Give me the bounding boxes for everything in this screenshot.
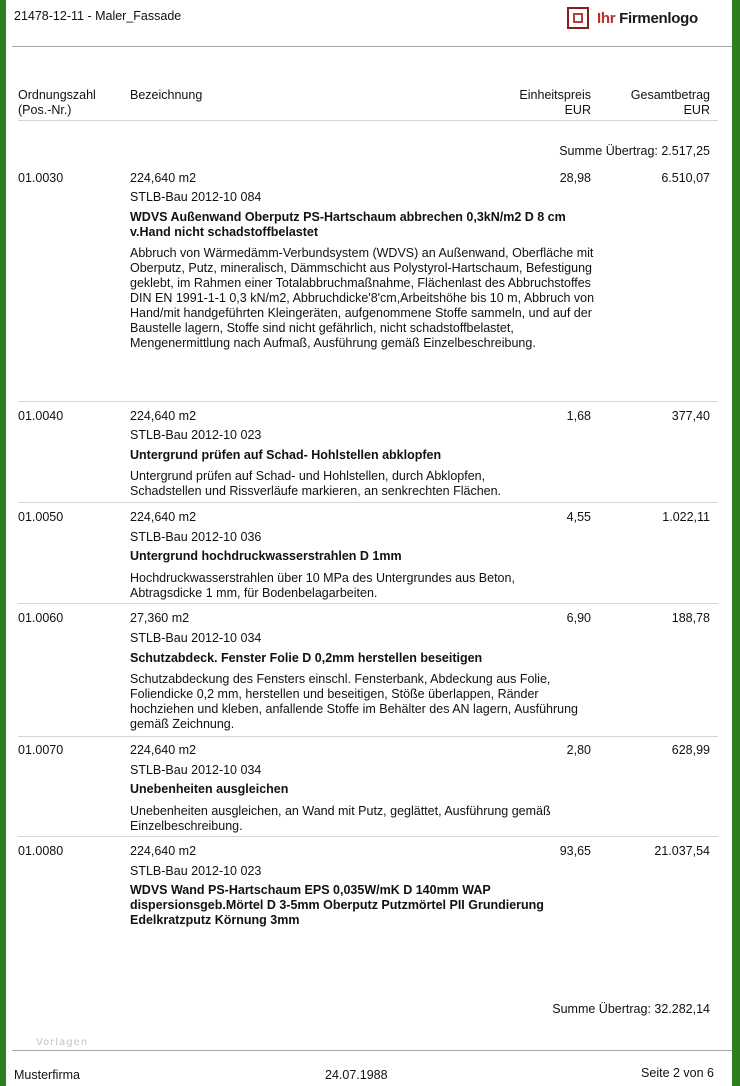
document-page [6,0,732,1086]
item-qty: 224,640 m2 [130,409,197,423]
item-title: Untergrund hochdruckwasserstrahlen D 1mm [130,549,402,563]
col-header-total: Gesamtbetrag EUR [630,88,710,117]
item-pos: 01.0060 [18,611,64,625]
item-text: Unebenheiten ausgleichen, an Wand mit Putz, geglättet, Ausführung gemäß Einzelbeschreibung. [130,804,551,833]
item-code: STLB-Bau 2012-10 023 [130,428,262,442]
item-divider [18,603,718,604]
col-header-pos: Ordnungszahl (Pos.-Nr.) [18,88,96,117]
item-title: WDVS Außenwand Oberputz PS-Hartschaum abbrechen 0,3kN/m2 D 8 cm v.Hand nicht schadstoffbelastet [130,210,566,239]
item-divider [18,401,718,402]
item-text: Schutzabdeckung des Fensters einschl. Fensterbank, Abdeckung aus Folie, Foliendicke 0,2 mm, herstellen und beseitigen, Stöße überlappen, Ränder hochziehen und kleben, anfallende Stoffe im Behälter des AN lagern, Ausführung gemäß Zeichnung. [130,672,578,731]
item-total: 21.037,54 [654,844,710,858]
item-pos: 01.0070 [18,743,64,757]
item-pos: 01.0080 [18,844,64,858]
footer-date: 24.07.1988 [325,1068,388,1082]
company-logo [567,7,707,31]
item-qty: 224,640 m2 [130,743,197,757]
item-title: Untergrund prüfen auf Schad- Hohlstellen abklopfen [130,448,442,462]
footer-company: Musterfirma [14,1068,80,1082]
item-title: Schutzabdeck. Fenster Folie D 0,2mm herstellen beseitigen [130,651,483,665]
logo-square-icon [567,7,589,29]
item-unit-price: 93,65 [559,844,591,858]
item-title: WDVS Wand PS-Hartschaum EPS 0,035W/mK D 140mm WAP dispersionsgeb.Mörtel D 3-5mm Oberputz Putzmörtel PII Grundierung Edelkratzputz Körnung 3mm [130,883,544,927]
item-divider [18,502,718,503]
column-header-divider [18,120,718,121]
item-text: Hochdruckwasserstrahlen über 10 MPa des Untergrundes aus Beton, Abtragsdicke 1 mm, für Bodenbelagarbeiten. [130,571,515,600]
item-total: 188,78 [671,611,710,625]
item-title: Unebenheiten ausgleichen [130,782,289,796]
item-qty: 224,640 m2 [130,171,197,185]
item-unit-price: 6,90 [566,611,591,625]
item-text: Abbruch von Wärmedämm-Verbundsystem (WDVS) an Außenwand, Oberfläche mit Oberputz, Putz, mineralisch, Dämmschicht aus Polystyrol-Hartschaum, Befestigung geklebt, im Rahmen einer Totalabbruchmaßnahme, Flächenlast des Abbruchstoffes DIN EN 1991-1-1 0,3 kN/m2, Abbruchdicke'8'cm,Arbeitshöhe bis 10 m, Abbruch von Hand/mit handgeführten Kleingeräten, aufgenommene Stoffe sammeln, und auf der Baustelle lagern, Stoffe sind nicht gefährlich, nicht schadstoffbelastet, Mengenermittlung nach Aufmaß, Ausführung gemäß Einzelbeschreibung. [130,246,595,350]
footer-page-number: Seite 2 von 6 [641,1066,714,1080]
document-title: 21478-12-11 - Maler_Fassade [14,9,182,23]
item-total: 1.022,11 [662,510,710,524]
item-pos: 01.0050 [18,510,64,524]
item-divider [18,836,718,837]
footer-divider [12,1050,732,1051]
item-code: STLB-Bau 2012-10 036 [130,530,262,544]
item-code: STLB-Bau 2012-10 034 [130,631,262,645]
item-unit-price: 28,98 [559,171,591,185]
item-pos: 01.0040 [18,409,64,423]
item-total: 377,40 [671,409,710,423]
item-total: 6.510,07 [661,171,710,185]
item-total: 628,99 [671,743,710,757]
item-code: STLB-Bau 2012-10 034 [130,763,262,777]
carry-over-bottom: Summe Übertrag: 32.282,14 [552,1002,710,1016]
item-qty: 224,640 m2 [130,844,197,858]
item-unit-price: 4,55 [566,510,591,524]
item-unit-price: 1,68 [566,409,591,423]
watermark: Vorlagen [36,1037,89,1048]
item-qty: 27,360 m2 [130,611,190,625]
item-qty: 224,640 m2 [130,510,197,524]
logo-prefix: Ihr [597,10,616,27]
item-unit-price: 2,80 [566,743,591,757]
col-header-unit-price: Einheitspreis EUR [519,88,591,117]
item-text: Untergrund prüfen auf Schad- und Hohlstellen, durch Abklopfen, Schadstellen und Rissverläufe markieren, an senkrechten Flächen. [130,469,502,498]
header-divider [12,46,732,47]
carry-over-top: Summe Übertrag: 2.517,25 [559,144,710,158]
logo-text: Firmenlogo [619,10,698,27]
item-pos: 01.0030 [18,171,64,185]
item-code: STLB-Bau 2012-10 023 [130,864,262,878]
item-code: STLB-Bau 2012-10 084 [130,190,262,204]
item-divider [18,736,718,737]
col-header-desc: Bezeichnung [130,88,203,102]
